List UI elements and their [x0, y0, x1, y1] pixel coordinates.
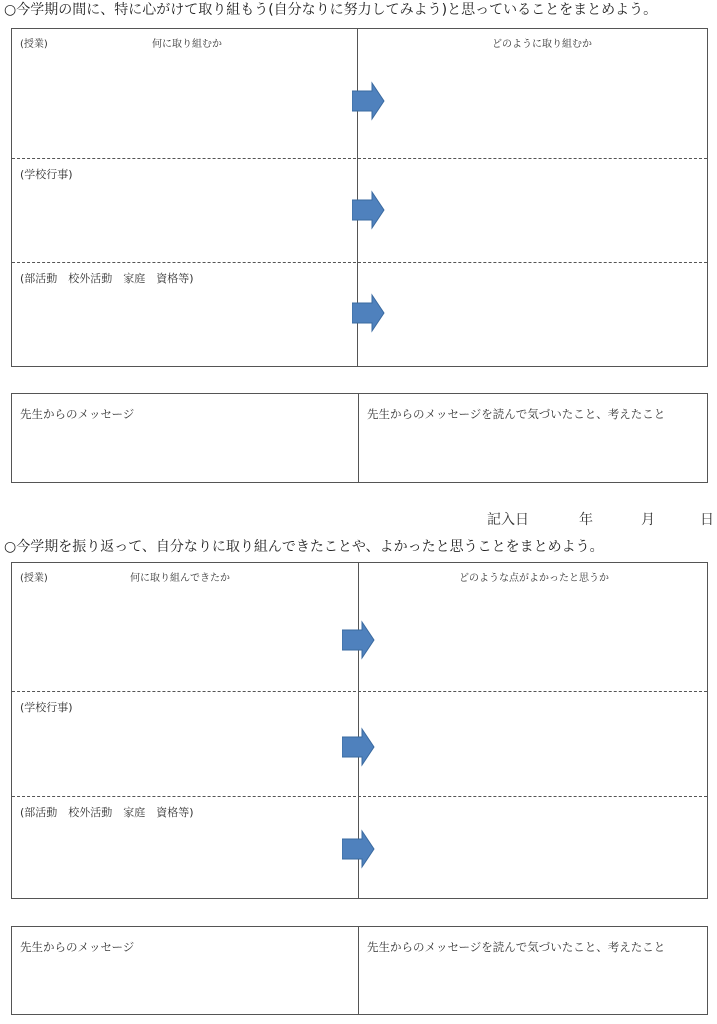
day-label: 日 [700, 512, 714, 528]
row-divider [12, 796, 707, 797]
row-label-club-activities: (部活動 校外活動 家庭 資格等) [20, 272, 194, 285]
teacher-message-box-2 [11, 926, 708, 1015]
row-divider [12, 691, 707, 692]
teacher-message-label: 先生からのメッセージ [20, 407, 135, 421]
right-arrow-icon [352, 293, 386, 333]
right-arrow-icon [342, 620, 376, 660]
row-divider [12, 262, 707, 263]
section2-review-table [11, 562, 708, 899]
section1-heading: ○今学期の間に、特に心がけて取り組もう(自分なりに努力してみよう)と思っていることをまとめよう。 [4, 2, 658, 18]
row-label-classes: (授業) [20, 573, 48, 584]
column-header-what-went-well: どのような点がよかったと思うか [459, 573, 609, 584]
column-divider [358, 927, 359, 1014]
section2-heading: ○今学期を振り返って、自分なりに取り組んできたことや、よかったと思うことをまとめよう。 [4, 539, 604, 555]
right-arrow-icon [352, 190, 386, 230]
teacher-message-box-1 [11, 393, 708, 483]
right-arrow-icon [342, 829, 376, 869]
right-arrow-icon [352, 81, 386, 121]
year-label: 年 [579, 512, 593, 528]
row-label-classes: (授業) [20, 39, 48, 50]
section1-plan-table [11, 28, 708, 367]
teacher-message-label: 先生からのメッセージ [20, 940, 135, 954]
month-label: 月 [641, 512, 655, 528]
column-header-how: どのように取り組むか [492, 39, 592, 50]
reflection-label: 先生からのメッセージを読んで気づいたこと、考えたこと [367, 940, 666, 954]
row-label-school-events: (学校行事) [20, 168, 73, 181]
column-header-what: 何に取り組むか [152, 39, 222, 50]
reflection-label: 先生からのメッセージを読んで気づいたこと、考えたこと [367, 407, 666, 421]
column-header-what-done: 何に取り組んできたか [130, 573, 230, 584]
row-divider [12, 158, 707, 159]
row-label-club-activities: (部活動 校外活動 家庭 資格等) [20, 806, 194, 819]
right-arrow-icon [342, 727, 376, 767]
row-label-school-events: (学校行事) [20, 701, 73, 714]
column-divider [358, 394, 359, 482]
entry-date-label: 記入日 [487, 512, 529, 528]
